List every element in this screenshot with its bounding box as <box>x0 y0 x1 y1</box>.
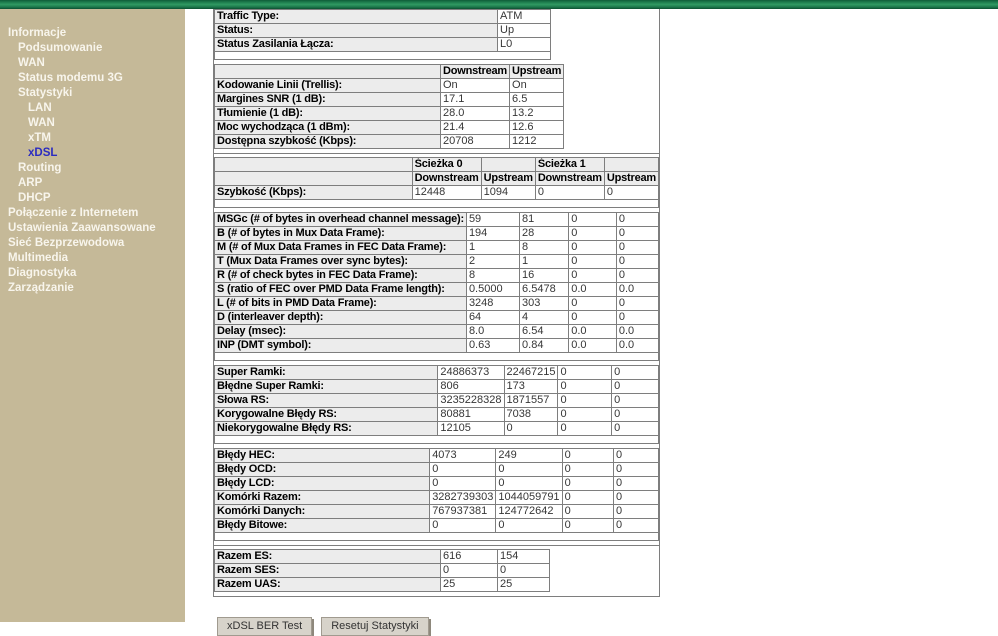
row-value: 124772642 <box>496 505 562 519</box>
row-value: 0 <box>558 394 612 408</box>
row-value: 13.2 <box>510 107 564 121</box>
row-value: 8 <box>520 241 569 255</box>
row-value: 16 <box>520 269 569 283</box>
row-value: Up <box>498 24 551 38</box>
row-label: D (interleaver depth): <box>215 311 467 325</box>
row-value: 4 <box>520 311 569 325</box>
table-row <box>215 564 550 578</box>
row-value: 0.0 <box>616 283 658 297</box>
row-value: 0 <box>616 213 658 227</box>
row-value: 173 <box>504 380 558 394</box>
row-label: S (ratio of FEC over PMD Data Frame length): <box>215 283 467 297</box>
table-row <box>215 283 659 297</box>
totals-table <box>214 549 550 592</box>
spacer-row <box>215 436 659 444</box>
row-value: 0 <box>569 269 617 283</box>
sidebar-item-status-modemu-3g[interactable]: Status modemu 3G <box>18 72 123 84</box>
spacer-row <box>215 52 551 60</box>
row-value: 0 <box>430 519 496 533</box>
path-rate-table <box>214 157 659 208</box>
row-label: B (# of bytes in Mux Data Frame): <box>215 227 467 241</box>
sidebar-item-statystyki-lan[interactable]: LAN <box>28 102 52 114</box>
table-row <box>215 93 564 107</box>
column-header: Upstream <box>510 65 564 79</box>
row-label: Razem SES: <box>215 564 441 578</box>
row-value: 6.5478 <box>520 283 569 297</box>
table-row <box>215 79 564 93</box>
row-value: 0.63 <box>466 339 519 353</box>
column-header: Ścieżka 0 <box>412 158 481 172</box>
row-value: 8.0 <box>466 325 519 339</box>
row-value: 0 <box>612 394 659 408</box>
button-row <box>217 617 998 636</box>
column-header <box>604 158 658 172</box>
framing-parameters-table <box>214 212 659 361</box>
column-header: Upstream <box>604 172 658 186</box>
table-row <box>215 213 659 227</box>
sidebar-item-wan[interactable]: WAN <box>18 57 45 69</box>
sidebar-item-polaczenie-z-internetem[interactable]: Połączenie z Internetem <box>8 207 139 219</box>
row-value: 0 <box>558 408 612 422</box>
row-value: 0 <box>613 463 658 477</box>
xdsl-ber-test-button[interactable]: xDSL BER Test <box>217 617 312 636</box>
row-value: 6.5 <box>510 93 564 107</box>
sidebar-item-podsumowanie[interactable]: Podsumowanie <box>18 42 103 54</box>
column-header: Downstream <box>535 172 604 186</box>
table-row <box>215 297 659 311</box>
row-value: 80881 <box>438 408 504 422</box>
row-value: 0.0 <box>569 339 617 353</box>
section-separator <box>214 545 659 546</box>
row-value: 0.0 <box>616 339 658 353</box>
table-row <box>215 10 551 24</box>
table-row <box>215 227 659 241</box>
spacer-row <box>215 200 659 208</box>
row-value: 0 <box>612 380 659 394</box>
row-value: 28.0 <box>441 107 510 121</box>
row-value: 767937381 <box>430 505 496 519</box>
sidebar-item-statystyki-xdsl[interactable]: xDSL <box>28 147 58 159</box>
row-label: M (# of Mux Data Frames in FEC Data Frame): <box>215 241 467 255</box>
column-header <box>481 158 535 172</box>
row-value: 1044059791 <box>496 491 562 505</box>
table-row <box>215 186 659 200</box>
row-value: On <box>441 79 510 93</box>
row-value: 28 <box>520 227 569 241</box>
sidebar-item-statystyki-wan[interactable]: WAN <box>28 117 55 129</box>
row-value: 0 <box>604 186 658 200</box>
row-value: 1 <box>520 255 569 269</box>
row-value: 0.84 <box>520 339 569 353</box>
row-value: 22467215 <box>504 366 558 380</box>
row-value: 21.4 <box>441 121 510 135</box>
table-row <box>215 505 659 519</box>
table-row <box>215 519 659 533</box>
row-label: MSGc (# of bytes in overhead channel message): <box>215 213 467 227</box>
row-label: Razem UAS: <box>215 578 441 592</box>
row-label: Korygowalne Błędy RS: <box>215 408 438 422</box>
row-value: 1 <box>466 241 519 255</box>
row-value: 25 <box>498 578 550 592</box>
row-value: 0 <box>616 297 658 311</box>
table-row <box>215 491 659 505</box>
header-row <box>215 172 659 186</box>
row-label: Status: <box>215 24 498 38</box>
row-value: 0 <box>616 255 658 269</box>
row-value: 3282739303 <box>430 491 496 505</box>
row-value: 1871557 <box>504 394 558 408</box>
superframe-rs-table <box>214 365 659 444</box>
atm-errors-table <box>214 448 659 541</box>
row-value: 8 <box>466 269 519 283</box>
row-value: 0 <box>569 311 617 325</box>
row-value: 12448 <box>412 186 481 200</box>
row-label: Delay (msec): <box>215 325 467 339</box>
table-row <box>215 255 659 269</box>
column-header: Ścieżka 1 <box>535 158 604 172</box>
line-parameters-table <box>214 64 564 149</box>
row-value: 0 <box>616 311 658 325</box>
row-value: 0.0 <box>569 283 617 297</box>
row-value: 7038 <box>504 408 558 422</box>
row-label: Szybkość (Kbps): <box>215 186 413 200</box>
sidebar-nav <box>0 9 185 622</box>
reset-statistics-button[interactable]: Resetuj Statystyki <box>321 617 428 636</box>
spacer-row <box>215 353 659 361</box>
table-row <box>215 366 659 380</box>
sidebar-item-ustawienia-zaawansowane[interactable]: Ustawienia Zaawansowane <box>8 222 156 234</box>
row-value: 0 <box>613 491 658 505</box>
row-value: 0 <box>616 241 658 255</box>
row-label: Status Zasilania Łącza: <box>215 38 498 52</box>
row-value: 0 <box>441 564 498 578</box>
row-value: 12105 <box>438 422 504 436</box>
column-header: Downstream <box>441 65 510 79</box>
row-value: 0 <box>569 255 617 269</box>
row-value: 0 <box>612 366 659 380</box>
row-label: Komórki Razem: <box>215 491 430 505</box>
sidebar-item-arp[interactable]: ARP <box>18 177 43 189</box>
row-label: Błędne Super Ramki: <box>215 380 438 394</box>
row-value: 154 <box>498 550 550 564</box>
row-value: 0 <box>612 422 659 436</box>
table-row <box>215 339 659 353</box>
sidebar-item-siec-bezprzewodowa[interactable]: Sieć Bezprzewodowa <box>8 237 125 249</box>
row-value: 0 <box>430 477 496 491</box>
sidebar-item-diagnostyka[interactable]: Diagnostyka <box>8 267 77 279</box>
row-label: INP (DMT symbol): <box>215 339 467 353</box>
row-label: Błędy OCD: <box>215 463 430 477</box>
column-header <box>215 172 413 186</box>
row-value: 0 <box>504 422 558 436</box>
table-row <box>215 38 551 52</box>
row-value: 0 <box>616 227 658 241</box>
row-value: 59 <box>466 213 519 227</box>
row-value: 3235228328 <box>438 394 504 408</box>
row-value: 0 <box>430 463 496 477</box>
row-value: 0 <box>569 241 617 255</box>
row-value: 0 <box>616 269 658 283</box>
row-value: 0 <box>558 422 612 436</box>
row-value: ATM <box>498 10 551 24</box>
table-row <box>215 408 659 422</box>
row-value: 303 <box>520 297 569 311</box>
table-row <box>215 135 564 149</box>
table-row <box>215 121 564 135</box>
row-value: 0 <box>558 380 612 394</box>
table-row <box>215 241 659 255</box>
table-row <box>215 463 659 477</box>
row-value: 3248 <box>466 297 519 311</box>
row-value: 249 <box>496 449 562 463</box>
table-row <box>215 550 550 564</box>
row-label: Błędy LCD: <box>215 477 430 491</box>
row-label: Błędy Bitowe: <box>215 519 430 533</box>
section-separator <box>214 153 659 154</box>
row-value: 0 <box>496 477 562 491</box>
row-value: 194 <box>466 227 519 241</box>
sidebar-item-dhcp[interactable]: DHCP <box>18 192 51 204</box>
sidebar-item-statystyki[interactable]: Statystyki <box>18 87 73 99</box>
row-value: 806 <box>438 380 504 394</box>
row-value: 17.1 <box>441 93 510 107</box>
row-value: 0 <box>535 186 604 200</box>
row-value: 2 <box>466 255 519 269</box>
table-row <box>215 578 550 592</box>
row-value: 616 <box>441 550 498 564</box>
row-value: 0 <box>569 297 617 311</box>
row-label: Traffic Type: <box>215 10 498 24</box>
column-header <box>215 158 413 172</box>
table-row <box>215 422 659 436</box>
row-label: Moc wychodząca (1 dBm): <box>215 121 441 135</box>
header-row <box>215 158 659 172</box>
spacer-row <box>215 533 659 541</box>
row-value: 6.54 <box>520 325 569 339</box>
row-value: 12.6 <box>510 121 564 135</box>
row-label: Dostępna szybkość (Kbps): <box>215 135 441 149</box>
table-row <box>215 24 551 38</box>
row-value: L0 <box>498 38 551 52</box>
content-area <box>185 9 998 632</box>
sidebar-item-informacje[interactable]: Informacje <box>8 27 67 39</box>
table-row <box>215 107 564 121</box>
row-value: 0 <box>496 519 562 533</box>
row-value: 0 <box>562 449 613 463</box>
row-value: 0 <box>569 213 617 227</box>
connection-status-table <box>214 9 551 60</box>
column-header: Upstream <box>481 172 535 186</box>
row-label: Super Ramki: <box>215 366 438 380</box>
column-header <box>215 65 441 79</box>
sidebar-item-zarzadzanie[interactable]: Zarządzanie <box>8 282 74 294</box>
row-value: 0 <box>613 449 658 463</box>
row-value: 64 <box>466 311 519 325</box>
row-value: 0 <box>613 477 658 491</box>
header-row <box>215 65 564 79</box>
row-value: 0 <box>562 519 613 533</box>
table-row <box>215 394 659 408</box>
sidebar-item-statystyki-xtm[interactable]: xTM <box>28 132 51 144</box>
row-value: 0.0 <box>569 325 617 339</box>
stats-panel <box>213 9 660 597</box>
row-value: 0 <box>562 477 613 491</box>
table-row <box>215 311 659 325</box>
row-value: 0 <box>613 519 658 533</box>
row-label: Razem ES: <box>215 550 441 564</box>
row-value: 0 <box>562 463 613 477</box>
row-value: 0.5000 <box>466 283 519 297</box>
row-value: 0 <box>612 408 659 422</box>
table-row <box>215 269 659 283</box>
row-label: Margines SNR (1 dB): <box>215 93 441 107</box>
row-label: Kodowanie Linii (Trellis): <box>215 79 441 93</box>
page-layout <box>0 9 998 632</box>
table-row <box>215 325 659 339</box>
table-row <box>215 380 659 394</box>
row-value: 0.0 <box>616 325 658 339</box>
row-value: 0 <box>613 505 658 519</box>
row-value: 25 <box>441 578 498 592</box>
row-label: Błędy HEC: <box>215 449 430 463</box>
row-value: 0 <box>498 564 550 578</box>
row-label: T (Mux Data Frames over sync bytes): <box>215 255 467 269</box>
table-row <box>215 477 659 491</box>
sidebar-item-routing[interactable]: Routing <box>18 162 62 174</box>
row-value: 0 <box>496 463 562 477</box>
row-value: 4073 <box>430 449 496 463</box>
row-label: R (# of check bytes in FEC Data Frame): <box>215 269 467 283</box>
row-value: 1212 <box>510 135 564 149</box>
row-value: 0 <box>562 491 613 505</box>
row-label: Słowa RS: <box>215 394 438 408</box>
table-row <box>215 449 659 463</box>
row-value: On <box>510 79 564 93</box>
row-label: Komórki Danych: <box>215 505 430 519</box>
row-label: Tłumienie (1 dB): <box>215 107 441 121</box>
row-label: L (# of bits in PMD Data Frame): <box>215 297 467 311</box>
row-value: 24886373 <box>438 366 504 380</box>
row-value: 1094 <box>481 186 535 200</box>
row-value: 0 <box>562 505 613 519</box>
row-value: 0 <box>569 227 617 241</box>
row-label: Niekorygowalne Błędy RS: <box>215 422 438 436</box>
row-value: 20708 <box>441 135 510 149</box>
sidebar-item-multimedia[interactable]: Multimedia <box>8 252 69 264</box>
row-value: 0 <box>558 366 612 380</box>
column-header: Downstream <box>412 172 481 186</box>
row-value: 81 <box>520 213 569 227</box>
top-banner <box>0 0 998 9</box>
